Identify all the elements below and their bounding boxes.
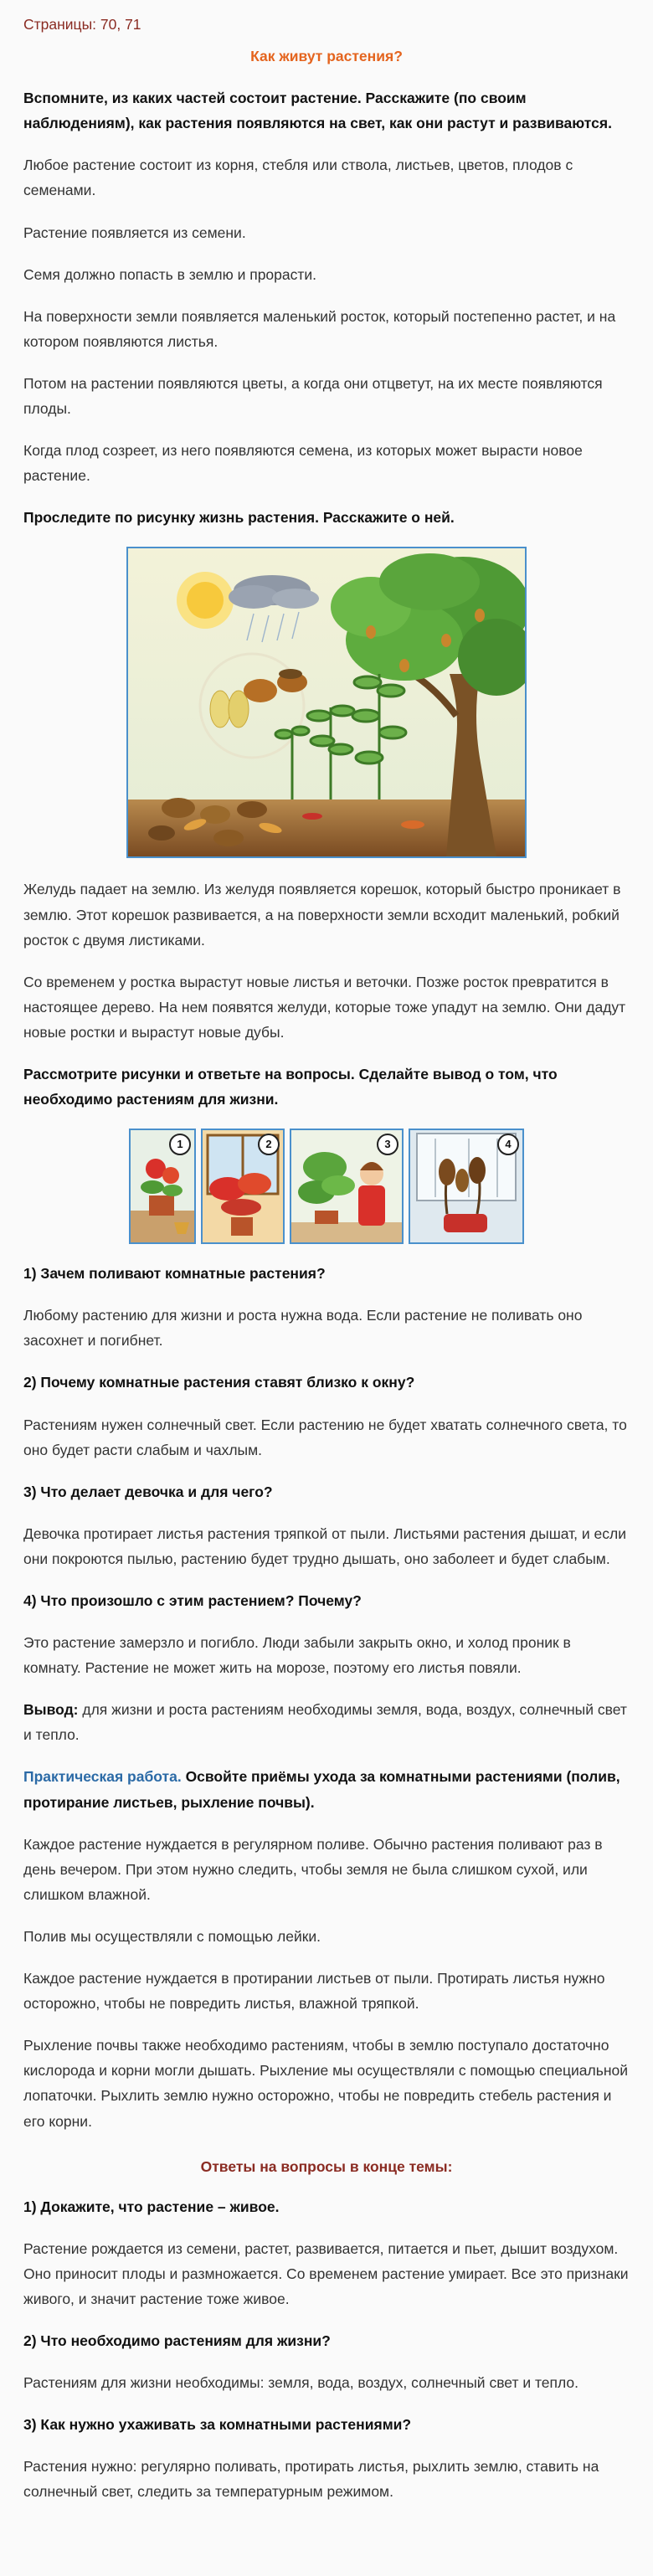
question-parts-of-plant: Вспомните, из каких частей состоит растение. Расскажите (по своим наблюдениям), как растения появляются на свет, как они растут и развиваются.: [23, 90, 612, 132]
picture-number: 2: [258, 1134, 280, 1155]
final-answer-1: Растение рождается из семени, растет, развивается, питается и пьет, дышит воздухом. Оно приносит плоды и размножается. Со временем растение умирает. Все это признаки живого, и значит растение тоже живое.: [23, 2239, 629, 2307]
paragraph: Каждое растение нуждается в регулярном поливе. Обычно растения поливают раз в день вечером. При этом нужно следить, чтобы земля не была слишком сухой, или слишком влажной.: [23, 1835, 603, 1903]
conclusion-label: Вывод:: [23, 1701, 79, 1719]
picture-number: 3: [377, 1134, 398, 1155]
practice-task-text: Освойте приёмы ухода за комнатными растениями (полив, протирание листьев, рыхление почвы).: [23, 1768, 620, 1811]
paragraph: Растение появляется из семени.: [23, 224, 246, 241]
answer-3-girl: Девочка протирает листья растения тряпкой от пыли. Листьями растения дышат, и если они покроются пылью, растению будет трудно дышать, оно заболеет и будет слабым.: [23, 1525, 627, 1567]
answer-4-frozen: Это растение замерзло и погибло. Люди забыли закрыть окно, и холод проник в комнату. Растение не может жить на морозе, поэтому его листья повяли.: [23, 1634, 571, 1677]
answers-section-title: Ответы на вопросы в конце темы:: [200, 2157, 453, 2175]
paragraph: Когда плод созреет, из него появляются семена, из которых может вырасти новое растение.: [23, 442, 583, 485]
lesson-title: Как живут растения?: [250, 48, 403, 65]
paragraph: Любое растение состоит из корня, стебля или ствола, листьев, цветов, плодов с семенами.: [23, 157, 573, 199]
oak-life-cycle-illustration: [126, 547, 527, 858]
final-question-2: 2) Что необходимо растениям для жизни?: [23, 2332, 331, 2350]
picture-3-girl-wiping-leaves: [290, 1129, 404, 1244]
picture-2-window: [201, 1129, 285, 1244]
picture-4-frozen-plant: [409, 1129, 524, 1244]
paragraph: Рыхление почвы также необходимо растениям, чтобы в землю поступало достаточно кислорода и корни могли дышать. Рыхление мы осуществляли с помощью специальной лопаточки. Рыхлить землю нужно осторожно, чтобы не повредить стебель растения и его корни.: [23, 2037, 629, 2130]
paragraph: Полив мы осуществляли с помощью лейки.: [23, 1927, 321, 1945]
picture-strip: [23, 1129, 630, 1244]
question-2-window: 2) Почему комнатные растения ставят близко к окну?: [23, 1374, 415, 1391]
conclusion-text: для жизни и роста растениям необходимы земля, вода, воздух, солнечный свет и тепло.: [23, 1701, 627, 1744]
picture-1-watering: [129, 1129, 196, 1244]
question-what-plants-need: Рассмотрите рисунки и ответьте на вопросы. Сделайте вывод о том, что необходимо растениям для жизни.: [23, 1065, 558, 1108]
answer-1-watering: Любому растению для жизни и роста нужна вода. Если растение не поливать оно засохнет и погибнет.: [23, 1307, 583, 1350]
oak-life-cycle-drawing: [128, 548, 525, 856]
final-answer-2: Растениям для жизни необходимы: земля, вода, воздух, солнечный свет и тепло.: [23, 2374, 578, 2392]
practice-task: [23, 1764, 630, 1814]
final-question-3: 3) Как нужно ухаживать за комнатными растениями?: [23, 2416, 412, 2434]
conclusion: [23, 1697, 630, 1747]
picture-number: 1: [169, 1134, 191, 1155]
paragraph: Со временем у ростка вырастут новые листья и веточки. Позже росток превратится в настоящее дерево. На нем появятся желуди, которые тоже упадут на землю. Они дадут новые ростки и вырастут новые дубы.: [23, 973, 626, 1041]
sun-core: [187, 582, 224, 619]
question-plant-life-picture: Проследите по рисунку жизнь растения. Расскажите о ней.: [23, 509, 455, 527]
question-3-girl: 3) Что делает девочка и для чего?: [23, 1483, 273, 1500]
paragraph: Потом на растении появляются цветы, а когда они отцветут, на их месте появляются плоды.: [23, 374, 603, 418]
picture-number: 4: [497, 1134, 519, 1155]
question-4-frozen: 4) Что произошло с этим растением? Почему?: [23, 1592, 362, 1609]
paragraph: Желудь падает на землю. Из желудя появляется корешок, который быстро проникает в землю. Этот корешок развивается, а на поверхности земли всходит маленький, робкий росток с двумя листиками.: [23, 881, 621, 949]
paragraph: Семя должно попасть в землю и прорасти.: [23, 265, 317, 283]
article: [23, 0, 630, 2505]
question-1-watering: 1) Зачем поливают комнатные растения?: [23, 1265, 326, 1283]
practice-work-link[interactable]: Практическая работа.: [23, 1768, 182, 1786]
final-question-1: 1) Докажите, что растение – живое.: [23, 2198, 280, 2215]
final-answer-3: Растения нужно: регулярно поливать, протирать листья, рыхлить землю, ставить на солнечный свет, следить за температурным режимом.: [23, 2458, 599, 2501]
pages-reference: Страницы: 70, 71: [23, 16, 141, 33]
paragraph: Каждое растение нуждается в протирании листьев от пыли. Протирать листья нужно осторожно, чтобы не повредить листья, влажной тряпкой.: [23, 1970, 605, 2013]
paragraph: На поверхности земли появляется маленький росток, который постепенно растет, и на котором появляются листья.: [23, 307, 616, 350]
answer-2-window: Растениям нужен солнечный свет. Если растению не будет хватать солнечного света, то оно будет расти слабым и чахлым.: [23, 1416, 627, 1458]
